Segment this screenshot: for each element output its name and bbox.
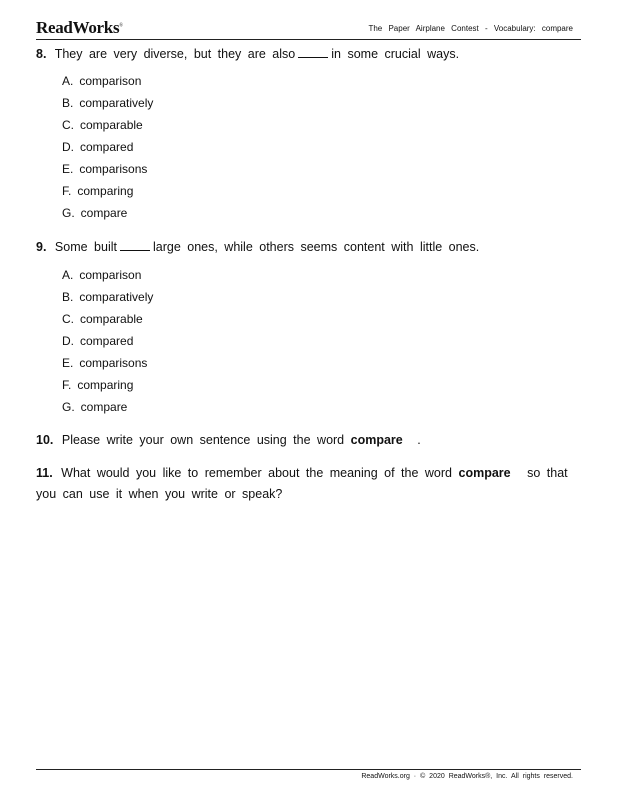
option-text: comparison (79, 74, 142, 88)
option-letter: A. (62, 74, 74, 88)
option-letter: G. (62, 400, 75, 414)
question-8 (36, 46, 459, 61)
question-11-line-2: you can use it when you write or speak? (36, 487, 283, 501)
option-text: comparing (77, 378, 134, 392)
question-text-before: They are very diverse, but they are also (54, 47, 296, 61)
option-item[interactable] (62, 396, 153, 418)
answer-blank (298, 46, 328, 58)
option-text: comparatively (79, 290, 154, 304)
question-10 (36, 433, 421, 447)
option-item[interactable] (62, 136, 153, 158)
option-letter: D. (62, 140, 74, 154)
option-text: compare (80, 206, 128, 220)
question-text-after: large ones, while others seems content with little ones. (152, 240, 480, 254)
option-item[interactable] (62, 180, 153, 202)
option-letter: C. (62, 118, 74, 132)
logo-text: ReadWorks (36, 18, 120, 37)
vocabulary-word: compare (350, 433, 403, 447)
option-text: comparisons (79, 162, 148, 176)
option-item[interactable] (62, 202, 153, 224)
question-8-options (62, 70, 153, 224)
page-footer (36, 769, 581, 780)
option-letter: A. (62, 268, 74, 282)
header-title: The Paper Airplane Contest - Vocabulary: compare (368, 24, 573, 33)
question-number: 9. (36, 240, 47, 254)
option-text: comparisons (79, 356, 148, 370)
option-letter: G. (62, 206, 75, 220)
question-end: . (417, 433, 421, 447)
question-text: What would you like to remember about the meaning of the word (61, 466, 453, 480)
answer-blank (120, 239, 150, 251)
option-item[interactable] (62, 330, 153, 352)
option-letter: F. (62, 378, 72, 392)
option-item[interactable] (62, 352, 153, 374)
footer-copyright: ReadWorks.org · © 2020 ReadWorks®, Inc. All rights reserved. (361, 773, 573, 780)
option-text: comparable (80, 312, 143, 326)
question-9 (36, 239, 479, 254)
option-text: comparing (77, 184, 134, 198)
question-number: 8. (36, 47, 47, 61)
option-item[interactable] (62, 264, 153, 286)
question-9-options (62, 264, 153, 418)
question-text: Please write your own sentence using the word (61, 433, 345, 447)
option-item[interactable] (62, 114, 153, 136)
option-text: comparison (79, 268, 142, 282)
option-item[interactable] (62, 70, 153, 92)
option-letter: F. (62, 184, 72, 198)
option-letter: C. (62, 312, 74, 326)
question-text-after: so that (527, 466, 568, 480)
option-text: compared (80, 140, 134, 154)
question-number: 11. (36, 466, 53, 480)
option-letter: B. (62, 96, 74, 110)
question-text-after: in some crucial ways. (331, 47, 460, 61)
option-item[interactable] (62, 374, 153, 396)
question-text-before: Some built (54, 240, 117, 254)
option-text: compare (80, 400, 128, 414)
readworks-logo (36, 18, 123, 38)
question-11 (36, 466, 568, 480)
page-header (36, 18, 581, 40)
option-item[interactable] (62, 308, 153, 330)
option-item[interactable] (62, 286, 153, 308)
option-letter: E. (62, 162, 74, 176)
option-text: compared (80, 334, 134, 348)
option-letter: B. (62, 290, 74, 304)
option-letter: D. (62, 334, 74, 348)
option-text: comparatively (79, 96, 154, 110)
option-letter: E. (62, 356, 74, 370)
option-item[interactable] (62, 158, 153, 180)
option-text: comparable (80, 118, 143, 132)
logo-trademark: ® (119, 23, 123, 29)
vocabulary-word: compare (458, 466, 511, 480)
option-item[interactable] (62, 92, 153, 114)
question-number: 10. (36, 433, 54, 447)
